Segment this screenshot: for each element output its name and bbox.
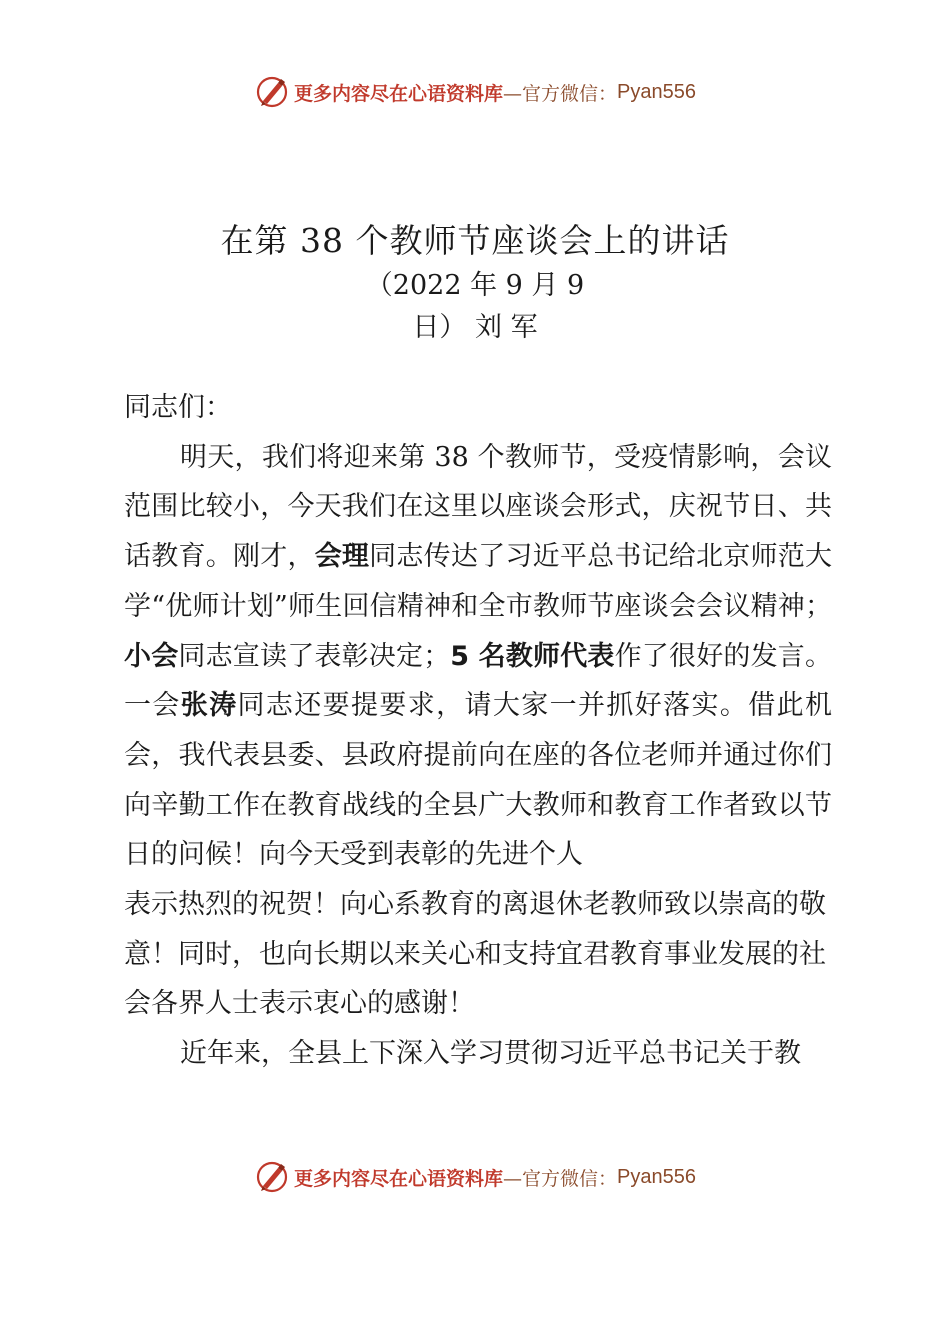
document-title: 在第 38 个教师节座谈会上的讲话 bbox=[220, 221, 730, 260]
pen-logo-icon bbox=[254, 74, 290, 110]
p1-text-4: 作了很好的发言。一会 bbox=[124, 640, 833, 722]
p1-text-3: 同志宣读了表彰决定； bbox=[178, 640, 451, 672]
p1-text-1: 明天，我们将迎来第 38 个教师节，受疫情影响，会议范围比较小，今天我们在这里以座谈会形式，庆祝节日、共话教育。刚才， bbox=[124, 441, 832, 573]
banner-text-wechat-label: —官方微信： bbox=[503, 1167, 618, 1190]
paragraph-2: 表示热烈的祝贺！向心系教育的离退休老教师致以崇高的敬意！同时，也向长期以来关心和支持宜君教育事业发展的社会各界人士表示衷心的感谢！ bbox=[124, 889, 826, 1020]
pen-logo-icon bbox=[254, 1159, 290, 1195]
document-author-line: 日） 刘 军 bbox=[412, 312, 538, 343]
p1-bold-name-1: 会理 bbox=[314, 541, 370, 573]
paragraph-3: 近年来，全县上下深入学习贯彻习近平总书记关于教 bbox=[180, 1038, 801, 1070]
p1-bold-teachers: 5 名教师代表 bbox=[450, 640, 615, 672]
banner-text-library: 更多内容尽在心语资料库 bbox=[294, 1167, 504, 1190]
p1-text-2: 同志传达了习近平总书记给北京师范大学“优师计划”师生回信精神和全市教师节座谈会会议精神； bbox=[124, 541, 833, 622]
banner-text-library: 更多内容尽在心语资料库 bbox=[294, 82, 504, 105]
banner-text-wechat-id: Pyan556 bbox=[617, 1165, 696, 1188]
footer-banner bbox=[0, 1157, 950, 1197]
p1-bold-name-3: 张涛 bbox=[180, 690, 238, 722]
salutation: 同志们： bbox=[124, 392, 232, 423]
banner-text-wechat-label: —官方微信： bbox=[503, 82, 618, 105]
document-date-line: （2022 年 9 月 9 bbox=[365, 270, 585, 301]
banner-text-wechat-id: Pyan556 bbox=[617, 80, 696, 103]
document-body bbox=[124, 383, 832, 1079]
paragraph-1 bbox=[124, 433, 832, 880]
header-banner bbox=[0, 72, 950, 112]
p1-bold-name-2: 小会 bbox=[124, 640, 179, 672]
p1-text-5: 同志还要提要求，请大家一并抓好落实。借此机会，我代表县委、县政府提前向在座的各位老师并通过你们向辛勤工作在教育战线的全县广大教师和教育工作者致以节日的问候！向今天受到表彰的先进个人 bbox=[124, 690, 832, 871]
